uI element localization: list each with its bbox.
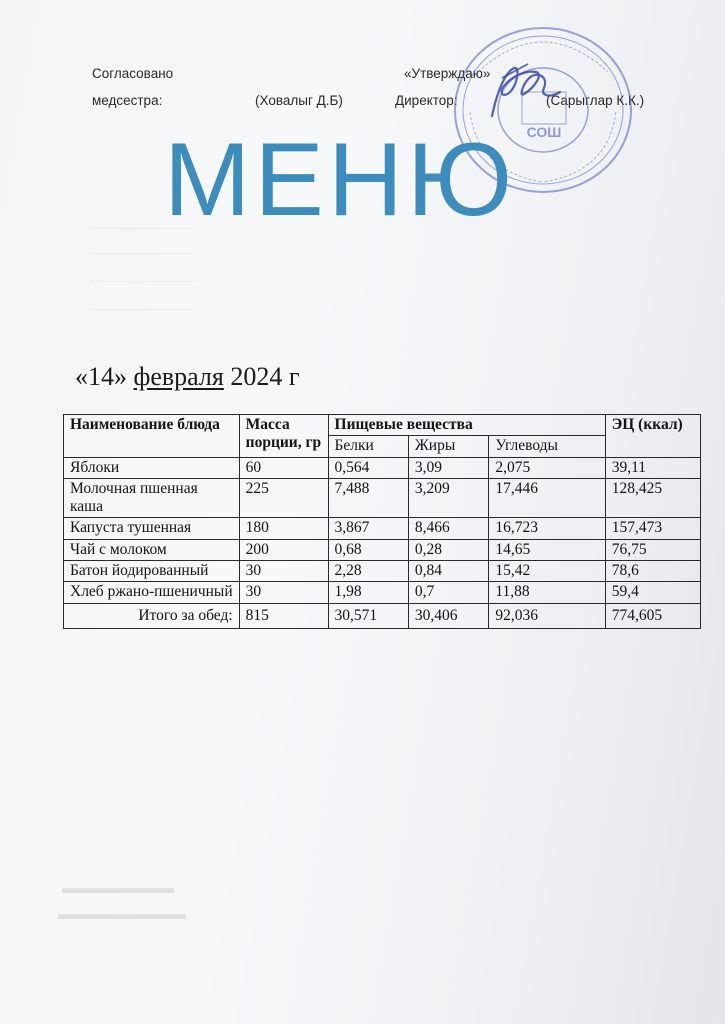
dish-name: Батон йодированный	[64, 560, 240, 581]
date-day: «14»	[75, 362, 127, 391]
dish-protein: 3,867	[328, 518, 408, 539]
table-row	[64, 539, 701, 560]
header-name: Наименование блюда	[64, 415, 240, 458]
page-title: МЕНЮ	[163, 122, 517, 238]
table-row	[64, 457, 701, 478]
dish-mass: 30	[239, 560, 328, 581]
bleed-through-text: ______________	[90, 296, 195, 312]
table-row	[64, 518, 701, 539]
dish-carbs: 11,88	[489, 582, 605, 603]
dish-mass: 60	[239, 457, 328, 478]
total-mass: 815	[239, 603, 328, 628]
dish-carbs: 2,075	[489, 457, 605, 478]
dish-fat: 0,7	[408, 582, 488, 603]
dish-carbs: 15,42	[489, 560, 605, 581]
nurse-label: медсестра:	[92, 93, 163, 108]
total-row	[64, 603, 701, 628]
header-protein: Белки	[328, 436, 408, 457]
total-carbs: 92,036	[489, 603, 605, 628]
menu-date	[75, 362, 300, 392]
bleed-through-text: ______________	[90, 215, 195, 231]
menu-table	[63, 414, 701, 629]
director-name: (Сарыглар К.К.)	[546, 93, 645, 108]
dish-protein: 2,28	[328, 560, 408, 581]
header-energy: ЭЦ (ккал)	[605, 415, 700, 458]
dish-energy: 157,473	[605, 518, 700, 539]
table-row	[64, 582, 701, 603]
bleed-through-text: ▬▬▬▬▬▬▬	[62, 880, 174, 897]
dish-energy: 59,4	[605, 582, 700, 603]
dish-carbs: 17,446	[489, 478, 605, 518]
dish-name: Молочная пшенная каша	[64, 478, 240, 518]
stamp-text: СОШ	[526, 124, 562, 140]
dish-carbs: 16,723	[489, 518, 605, 539]
header-mass: Масса порции, гр	[239, 415, 328, 458]
total-label: Итого за обед:	[64, 603, 240, 628]
date-year: 2024 г	[230, 362, 300, 391]
header-nutrients: Пищевые вещества	[328, 415, 605, 436]
nurse-name: (Ховалыг Д.Б)	[255, 93, 343, 108]
bleed-through-text: ______________	[90, 240, 195, 256]
dish-protein: 1,98	[328, 582, 408, 603]
dish-protein: 7,488	[328, 478, 408, 518]
dish-mass: 225	[239, 478, 328, 518]
dish-mass: 180	[239, 518, 328, 539]
date-month: февраля	[133, 362, 224, 391]
header-fat: Жиры	[408, 436, 488, 457]
dish-name: Капуста тушенная	[64, 518, 240, 539]
dish-protein: 0,564	[328, 457, 408, 478]
table-row	[64, 478, 701, 518]
dish-energy: 78,6	[605, 560, 700, 581]
dish-name: Хлеб ржано-пшеничный	[64, 582, 240, 603]
dish-fat: 0,28	[408, 539, 488, 560]
total-fat: 30,406	[408, 603, 488, 628]
dish-fat: 8,466	[408, 518, 488, 539]
header-carbs: Углеводы	[489, 436, 605, 457]
total-protein: 30,571	[328, 603, 408, 628]
dish-energy: 76,75	[605, 539, 700, 560]
dish-carbs: 14,65	[489, 539, 605, 560]
table-row	[64, 560, 701, 581]
dish-energy: 39,11	[605, 457, 700, 478]
dish-name: Чай с молоком	[64, 539, 240, 560]
approve-label: «Утверждаю»	[404, 66, 491, 81]
bleed-through-text: ______________	[90, 268, 195, 284]
dish-name: Яблоки	[64, 457, 240, 478]
dish-mass: 200	[239, 539, 328, 560]
dish-fat: 3,209	[408, 478, 488, 518]
dish-fat: 3,09	[408, 457, 488, 478]
director-label: Директор:	[395, 93, 458, 108]
table-header-row	[64, 415, 701, 436]
dish-energy: 128,425	[605, 478, 700, 518]
dish-mass: 30	[239, 582, 328, 603]
bleed-through-text: ▬▬▬▬▬▬▬▬	[58, 906, 186, 923]
dish-fat: 0,84	[408, 560, 488, 581]
total-energy: 774,605	[605, 603, 700, 628]
approved-label: Согласовано	[92, 66, 174, 81]
director-signature	[484, 58, 566, 130]
dish-protein: 0,68	[328, 539, 408, 560]
